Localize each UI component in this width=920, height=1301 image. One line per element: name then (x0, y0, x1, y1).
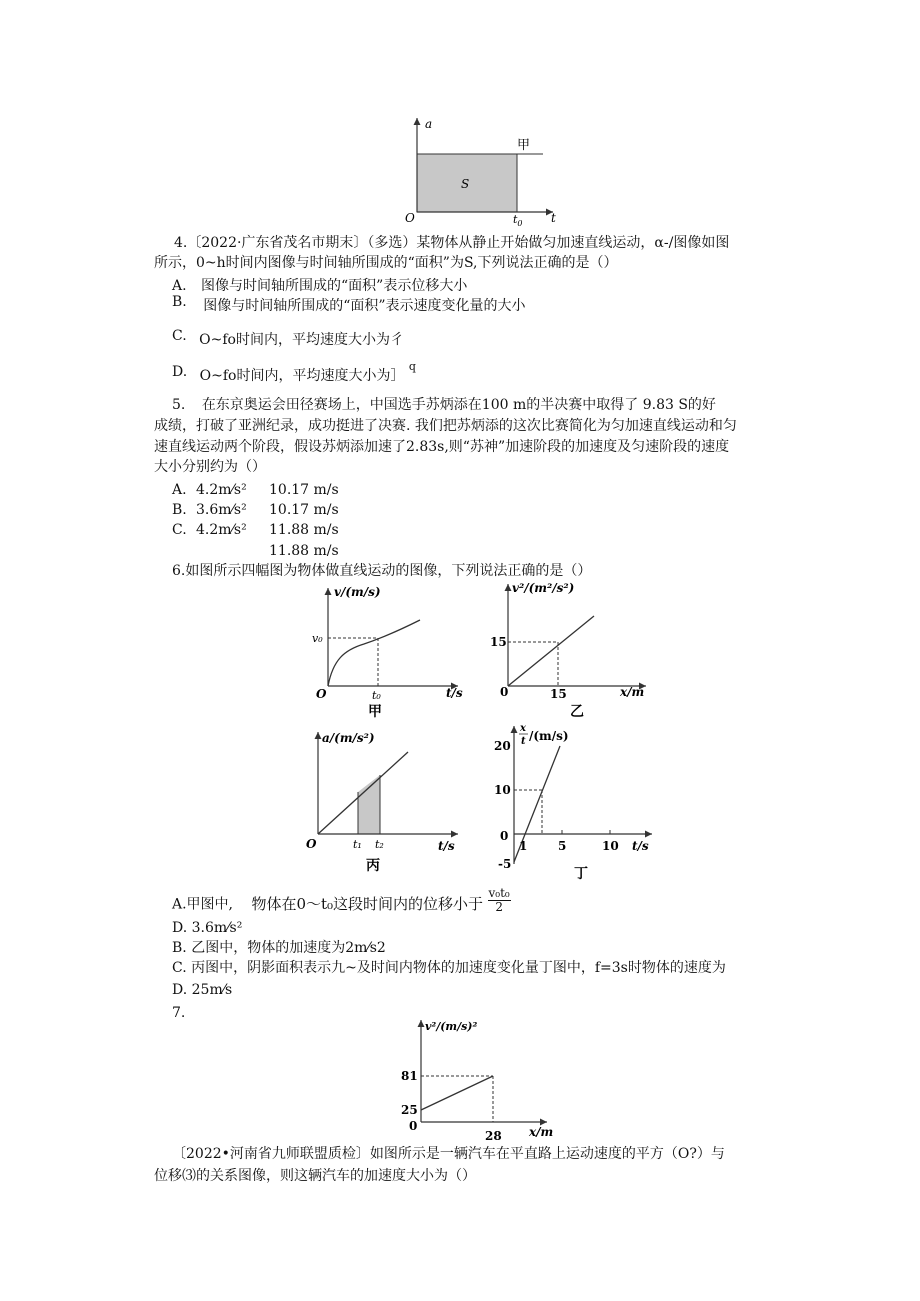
v-t-curve (328, 620, 420, 686)
ding-xlabel: t/s (632, 839, 649, 853)
q6-stem: 6.如图所示四幅图为物体做直线运动的图像，下列说法正确的是（） (172, 563, 592, 579)
yi-x15: 15 (550, 687, 567, 701)
fig-yi (488, 578, 658, 722)
q7-number: 7. (172, 1005, 186, 1021)
jia-origin: O (316, 687, 327, 701)
yi-name: 乙 (570, 704, 584, 720)
v2-x-line (421, 1076, 493, 1110)
jia-t0: t₀ (372, 689, 381, 702)
ding-frac-num: x (520, 723, 526, 734)
ding-frac-den: t (521, 736, 526, 747)
yi-xlabel: x/m (620, 685, 645, 699)
q6-option-d1: D. 3.6m⁄s² (172, 920, 243, 936)
bing-name: 丙 (366, 858, 380, 874)
fraction: $\frac{\text{v₀t₀}}{2}$ (488, 886, 510, 914)
yi-y15: 15 (490, 635, 507, 649)
area-label: S (461, 177, 470, 191)
q5-option-b: B. 3.6m⁄s² 10.17 m/s (172, 502, 339, 518)
ding-x10: 10 (602, 839, 619, 853)
fig-a-t-graph (395, 112, 565, 230)
bing-ylabel: a/(m/s²) (322, 731, 375, 745)
q5-line2: 成绩，打破了亚洲纪录，成功挺进了决赛. 我们把苏炳添的这次比赛简化为匀加速直线运动和匀 (154, 418, 737, 434)
ding-ylabel: /(m/s) (529, 729, 569, 743)
fig-bing (300, 726, 470, 876)
q5-line4: 大小分别约为（） (154, 459, 266, 475)
bing-t1: t₁ (353, 838, 362, 851)
ding-ym5: -5 (498, 857, 512, 871)
bing-xlabel: t/s (438, 839, 455, 853)
fig-jia (300, 582, 470, 722)
fig-ding (482, 720, 658, 882)
yi-ylabel: v²/(m²/s²) (512, 581, 575, 595)
ding-y10: 10 (494, 783, 511, 797)
q6-option-c: C. 丙图中，阴影面积表示九~及时间内物体的加速度变化量丁图中，f=3s时物体的速度为 (172, 960, 726, 976)
jia-ylabel: v/(m/s) (334, 585, 381, 599)
q7-ylabel: v²/(m/s)² (425, 1020, 478, 1033)
q7-stem-line1: 〔2022•河南省九师联盟质检〕如图所示是一辆汽车在平直路上运动速度的平方（O?）与 (172, 1146, 725, 1162)
q7-xlabel: x/m (529, 1125, 554, 1139)
q5-option-a: A. 4.2m⁄s² 10.17 m/s (172, 482, 339, 498)
q7-y81: 81 (401, 1069, 418, 1083)
q4-option-a: A. 图像与时间轴所围成的“面积”表示位移大小 (172, 278, 468, 294)
q4-option-b: B. 图像与时间轴所围成的“面积”表示速度变化量的大小 (172, 294, 526, 314)
q6-option-b: B. 乙图中，物体的加速度为2m⁄s2 (172, 940, 386, 956)
ding-y20: 20 (494, 739, 511, 753)
q7-stem-line2: 位移⑶的关系图像，则这辆汽车的加速度大小为（） (154, 1168, 476, 1184)
axis-x-label: t (551, 211, 556, 225)
jia-name: 甲 (368, 704, 382, 720)
q5-line1: 5. 在东京奥运会田径赛场上，中国选手苏炳添在100 m的半决赛中取得了 9.83 S的好 (172, 397, 716, 413)
q7-x28: 28 (485, 1129, 502, 1143)
ding-name: 丁 (574, 866, 588, 882)
q5-line3: 速直线运动两个阶段，假设苏炳添加速了2.83s,则“苏神”加速阶段的加速度及匀速阶段的速度 (154, 439, 730, 455)
jia-xlabel: t/s (446, 686, 463, 700)
yi-origin: 0 (500, 685, 509, 699)
q7-y25: 25 (401, 1103, 418, 1117)
v2-x-line (508, 616, 594, 686)
bing-origin: O (306, 837, 317, 851)
q4-stem-line2: 所示，0~h时间内图像与时间轴所围成的“面积”为S,下列说法正确的是（） (154, 255, 618, 271)
q7-origin: 0 (409, 1119, 418, 1133)
bing-t2: t₂ (375, 838, 384, 851)
jia-v0: v₀ (312, 632, 323, 645)
q4-stem-line1: 4.〔2022·广东省茂名市期末〕（多选）某物体从静止开始做匀加速直线运动，α-/图像如图 (174, 235, 730, 251)
graph-name: 甲 (517, 138, 531, 153)
ding-x1: 1 (519, 839, 528, 853)
ding-origin: 0 (500, 829, 509, 843)
fig-q7-v2-x (395, 1016, 565, 1146)
q6-option-a: A.甲图中, 物体在0～t₀这段时间内的位移小于 $\frac{\text{v₀t₀}}{2}$ (172, 886, 510, 914)
shaded-area (358, 775, 380, 834)
ding-x5: 5 (558, 839, 567, 853)
q4-option-c: C. O~fo时间内，平均速度大小为彳 (172, 328, 404, 348)
q6-option-d2: D. 25m⁄s (172, 982, 233, 998)
q4-option-d: D. O~fo时间内，平均速度大小为］ $^q$ (172, 360, 416, 384)
axis-y-label: a (425, 117, 433, 131)
q5-option-c: C. 4.2m⁄s² 11.88 m/s (172, 522, 339, 538)
t0-label: $t_0$ (513, 213, 523, 228)
origin-label: O (405, 211, 415, 225)
